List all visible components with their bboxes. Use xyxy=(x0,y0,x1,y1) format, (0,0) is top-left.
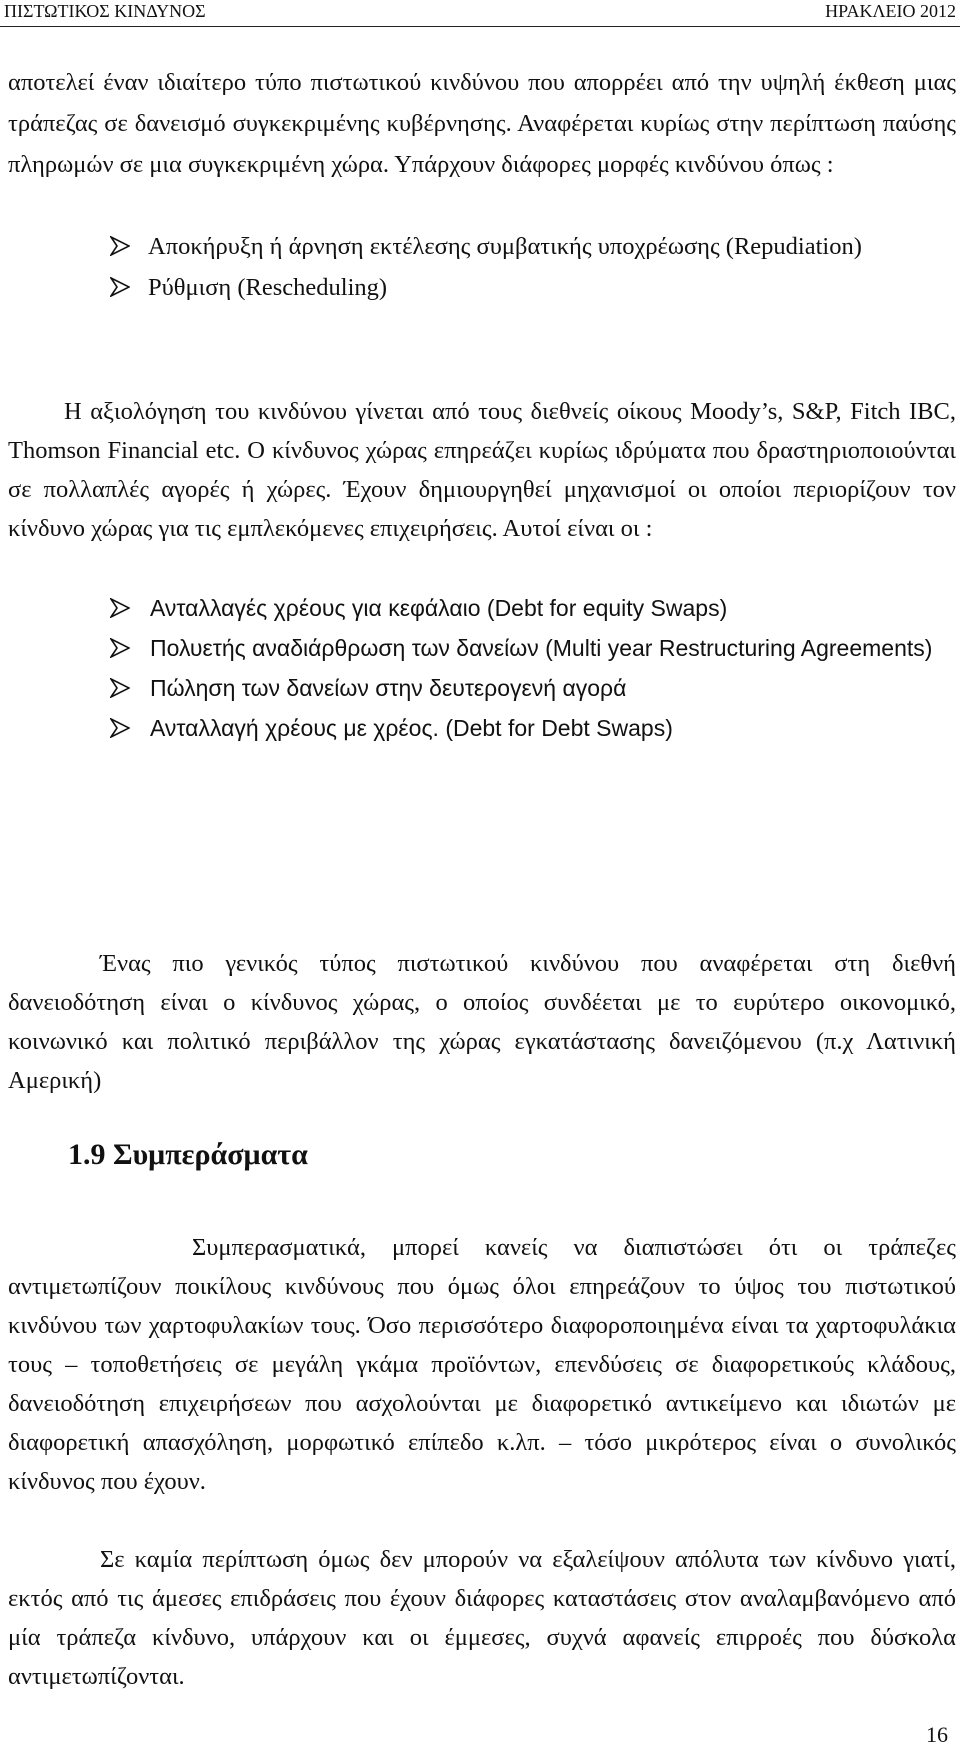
list-item xyxy=(110,628,956,668)
list-item xyxy=(110,267,956,308)
header-title: ΠΙΣΤΩΤΙΚΟΣ ΚΙΝΔΥΝΟΣ xyxy=(4,1,206,21)
paragraph-conclusions-2: Σε καμία περίπτωση όμως δεν μπορούν να εξαλείψουν απόλυτα των κίνδυνο γιατί, εκτός από τις άμεσες επιδράσεις που έχουν διάφορες καταστάσεις στον αναλαμβανόμενο από μία τράπεζα κίνδυνο, υπάρχουν και οι έμμεσες, συχνά αφανείς επιρροές που δύσκολα αντιμετωπίζονται. xyxy=(8,1546,956,1690)
section-heading: 1.9 Συμπεράσματα xyxy=(68,1138,308,1171)
arrowhead-bullet-icon xyxy=(110,236,130,256)
list-item-text: Αποκήρυξη ή άρνηση εκτέλεσης συμβατικής υποχρέωσης (Repudiation) xyxy=(148,233,862,260)
list-item-text: Ρύθμιση (Rescheduling) xyxy=(148,274,388,301)
list-item-text: Ανταλλαγή χρέους με χρέος. (Debt for Debt Swaps) xyxy=(150,715,673,741)
list-item xyxy=(110,226,956,267)
paragraph-conclusions-1: Συμπερασματικά, μπορεί κανείς να διαπιστώσει ότι οι τράπεζες αντιμετωπίζουν ποικίλους κινδύνους που όμως όλοι επηρεάζουν το ύψος του πιστωτικού κινδύνου των χαρτοφυλακίων τους. Όσο περισσότερο διαφοροποιημένα είναι τα χαρτοφυλάκια τους – τοποθετήσεις σε μεγάλη γκάμα προϊόντων, επενδύσεις σε διαφορετικούς κλάδους, δανειοδότηση επιχειρήσεων που ασχολούνται με διαφορετικό αντικείμενο και ιδιωτών με διαφορετική απασχόληση, μορφωτικό επίπεδο κ.λπ. – τόσο μικρότερος είναι ο συνολικός κίνδυνος που έχουν. xyxy=(8,1234,956,1495)
arrowhead-bullet-icon xyxy=(110,718,130,738)
list-item-text: Πολυετής αναδιάρθρωση των δανείων (Multi year Restructuring Agreements) xyxy=(150,635,933,661)
mechanisms-list xyxy=(110,588,956,748)
risk-forms-list xyxy=(110,226,956,308)
list-item xyxy=(110,708,956,748)
arrowhead-bullet-icon xyxy=(110,678,130,698)
arrowhead-bullet-icon xyxy=(110,598,130,618)
arrowhead-bullet-icon xyxy=(110,638,130,658)
page-number: 16 xyxy=(926,1722,948,1747)
header-place-year: ΗΡΑΚΛΕΙΟ 2012 xyxy=(825,1,956,21)
list-item xyxy=(110,588,956,628)
paragraph-country-risk-intro: αποτελεί έναν ιδιαίτερο τύπο πιστωτικού κινδύνου που απορρέει από την υψηλή έκθεση μιας τράπεζας σε δανεισμό συγκεκριμένης κυβέρνησης. Αναφέρεται κυρίως στην περίπτωση παύσης πληρωμών σε μια συγκεκριμένη χώρα. Υπάρχουν διάφορες μορφές κινδύνου όπως : xyxy=(8,69,956,178)
paragraph-general-country-risk: Ένας πιο γενικός τύπος πιστωτικού κινδύνου που αναφέρεται στη διεθνή δανειοδότηση είναι ο κίνδυνος χώρας, ο οποίος συνδέεται με το ευρύτερο οικονομικό, κοινωνικό και πολιτικό περιβάλλον της χώρας εγκατάστασης δανειζόμενου (π.χ Λατινική Αμερική) xyxy=(8,950,956,1094)
page-header xyxy=(0,0,960,28)
list-item xyxy=(110,668,956,708)
arrowhead-bullet-icon xyxy=(110,277,130,297)
list-item-text: Ανταλλαγές χρέους για κεφάλαιο (Debt for equity Swaps) xyxy=(150,595,728,621)
list-item-text: Πώληση των δανείων στην δευτερογενή αγορά xyxy=(150,675,627,701)
header-divider xyxy=(0,26,960,27)
paragraph-risk-assessment: Η αξιολόγηση του κινδύνου γίνεται από τους διεθνείς οίκους Moody’s, S&P, Fitch IBC, Thomson Financial etc. Ο κίνδυνος χώρας επηρεάζει κυρίως ιδρύματα που δραστηριοποιούνται σε πολλαπλές αγορές ή χώρες. Έχουν δημιουργηθεί μηχανισμοί οι οποίοι περιορίζουν τον κίνδυνο χώρας για τις εμπλεκόμενες επιχειρήσεις. Αυτοί είναι οι : xyxy=(8,398,956,542)
